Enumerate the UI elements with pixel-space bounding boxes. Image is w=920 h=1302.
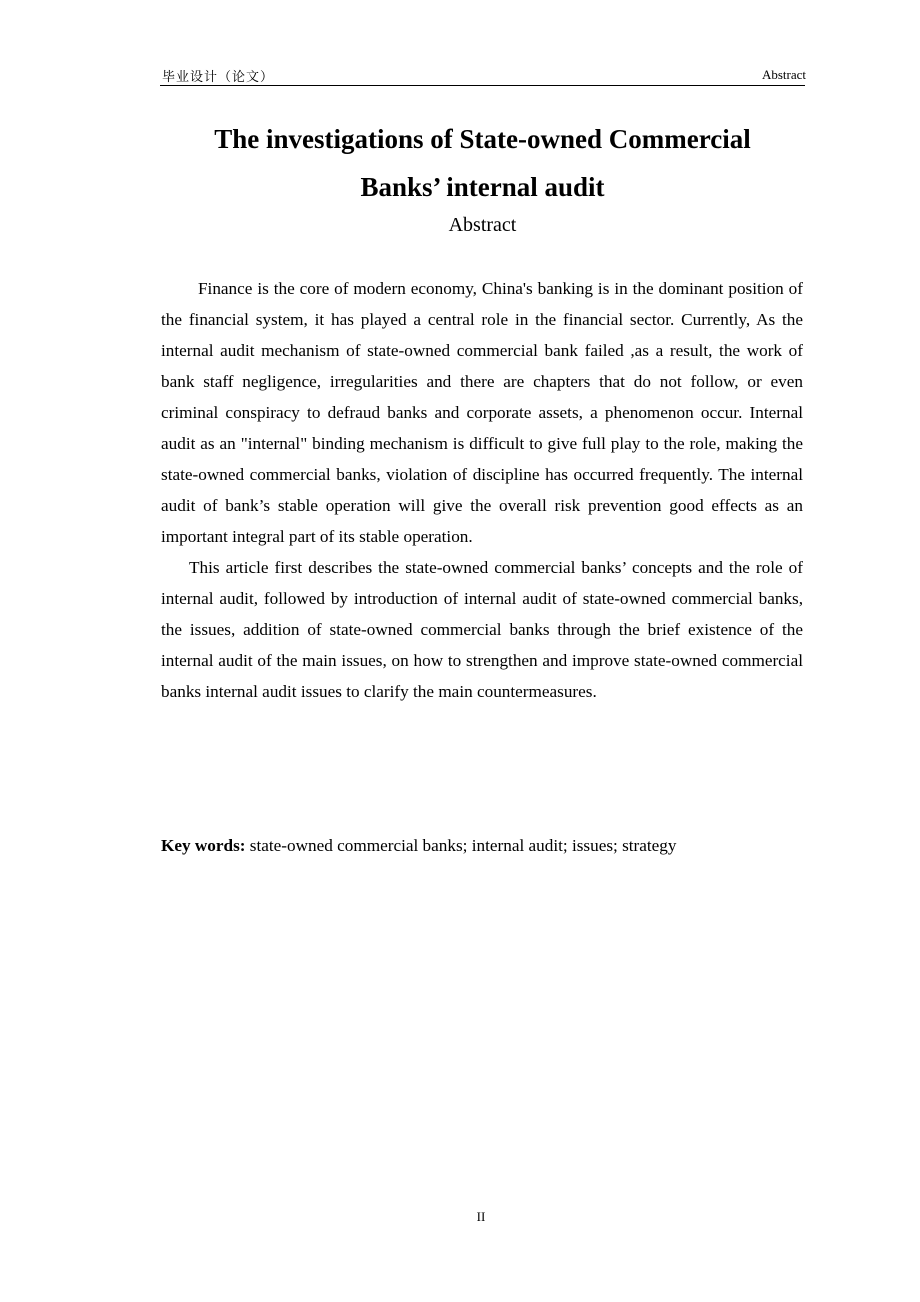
abstract-heading: Abstract bbox=[448, 214, 517, 236]
page-title bbox=[160, 115, 805, 211]
keywords-line bbox=[161, 830, 803, 861]
title-line-1: The investigations of State-owned Commercial bbox=[214, 124, 751, 154]
abstract-body bbox=[161, 273, 803, 707]
abstract-paragraph-2: This article first describes the state-owned commercial banks’ concepts and the role of internal audit, followed by introduction of internal audit of state-owned commercial banks, the issues, addition of state-owned commercial banks through the brief existence of the internal audit of the main issues, on how to strengthen and improve state-owned commercial banks internal audit issues to clarify the main countermeasures. bbox=[161, 558, 803, 701]
header-divider bbox=[160, 85, 805, 86]
page-number: II bbox=[476, 1209, 486, 1224]
running-header-right: Abstract bbox=[761, 67, 806, 82]
title-line-2: Banks’ internal audit bbox=[360, 172, 605, 202]
keywords-label: Key words: bbox=[161, 836, 246, 855]
abstract-paragraph-1: Finance is the core of modern economy, China's banking is in the dominant position of the financial system, it has played a central role in the financial sector. Currently, As the internal audit mechanism of state-owned commercial bank failed ,as a result, the work of bank staff negligence, irregularities and there are chapters that do not follow, or even criminal conspiracy to defraud banks and corporate assets, a phenomenon occur. Internal audit as an "internal" binding mechanism is difficult to give full play to the role, making the state-owned commercial banks, violation of discipline has occurred frequently. The internal audit of bank’s stable operation will give the overall risk prevention good effects as an important integral part of its stable operation. bbox=[161, 279, 803, 546]
keywords-text: state-owned commercial banks; internal audit; issues; strategy bbox=[245, 836, 677, 855]
running-header-left: 毕业设计（论文） bbox=[162, 70, 275, 85]
